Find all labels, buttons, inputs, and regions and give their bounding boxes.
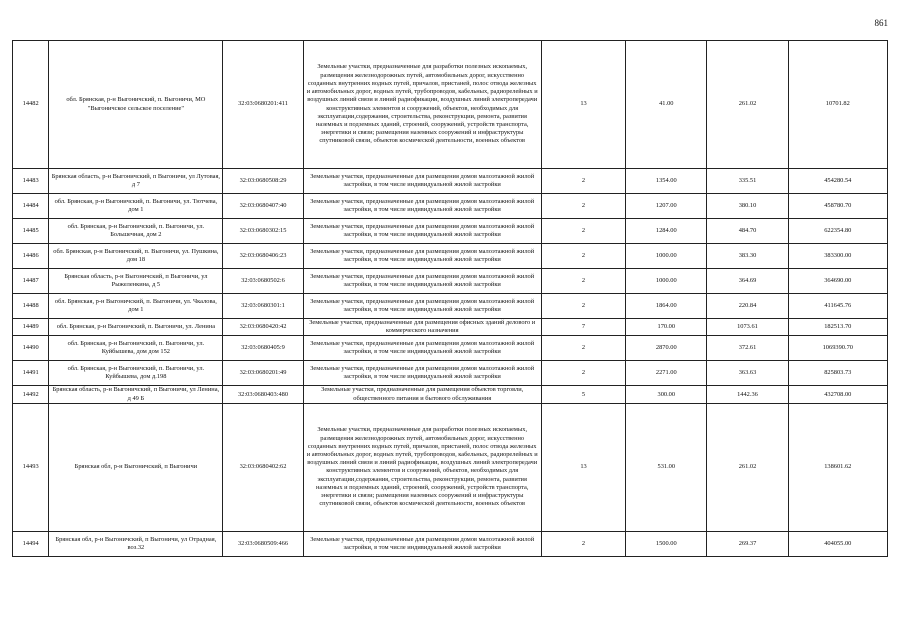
- cadastral-value-cell: 622354.80: [788, 219, 887, 244]
- cadastral-value-cell: 364690.00: [788, 269, 887, 294]
- land-use-cell: Земельные участки, предназначенные для размещения домов малоэтажной жилой застройки, в том числе индивидуальной жилой застройки: [303, 336, 541, 361]
- table-row: [13, 386, 888, 403]
- page-number: 861: [874, 18, 888, 28]
- address-cell: обл. Брянская, р-н Выгоничский, п. Выгоничи, ул. Пушкина, дом 18: [49, 244, 223, 269]
- cadastral-number-cell: 32:03:0680201:411: [223, 41, 303, 169]
- row-number-cell: 14482: [13, 41, 49, 169]
- table-row: [13, 41, 888, 169]
- row-number-cell: 14492: [13, 386, 49, 403]
- area-cell: 1500.00: [626, 531, 707, 556]
- specific-value-cell: 220.84: [707, 294, 788, 319]
- table-row: [13, 269, 888, 294]
- address-cell: обл. Брянская, р-н Выгоничский, п. Выгоничи, ул. Куйбышева, дом дом 152: [49, 336, 223, 361]
- use-group-code-cell: 2: [541, 336, 625, 361]
- use-group-code-cell: 2: [541, 269, 625, 294]
- cadastral-value-cell: 383300.00: [788, 244, 887, 269]
- row-number-cell: 14494: [13, 531, 49, 556]
- table-row: [13, 294, 888, 319]
- land-use-cell: Земельные участки, предназначенные для размещения офисных зданий делового и коммерческого назначения: [303, 319, 541, 336]
- use-group-code-cell: 13: [541, 403, 625, 531]
- specific-value-cell: 484.70: [707, 219, 788, 244]
- area-cell: 300.00: [626, 386, 707, 403]
- land-use-cell: Земельные участки, предназначенные для размещения домов малоэтажной жилой застройки, в том числе индивидуальной жилой застройки: [303, 194, 541, 219]
- address-cell: Брянская область, р-н Выгоничский, п Выгоничи, ул Ленина, д 49 Б: [49, 386, 223, 403]
- row-number-cell: 14491: [13, 361, 49, 386]
- specific-value-cell: 269.37: [707, 531, 788, 556]
- cadastral-value-cell: 138601.62: [788, 403, 887, 531]
- use-group-code-cell: 7: [541, 319, 625, 336]
- use-group-code-cell: 2: [541, 294, 625, 319]
- address-cell: Брянская область, р-н Выгоничский, п Выгоничи, ул Лутовая, д 7: [49, 169, 223, 194]
- cadastral-value-cell: 458780.70: [788, 194, 887, 219]
- land-use-cell: Земельные участки, предназначенные для размещения домов малоэтажной жилой застройки, в том числе индивидуальной жилой застройки: [303, 219, 541, 244]
- use-group-code-cell: 5: [541, 386, 625, 403]
- specific-value-cell: 380.10: [707, 194, 788, 219]
- cadastral-number-cell: 32:03:0680302:15: [223, 219, 303, 244]
- row-number-cell: 14483: [13, 169, 49, 194]
- use-group-code-cell: 2: [541, 361, 625, 386]
- row-number-cell: 14487: [13, 269, 49, 294]
- row-number-cell: 14486: [13, 244, 49, 269]
- cadastral-value-cell: 182513.70: [788, 319, 887, 336]
- use-group-code-cell: 2: [541, 219, 625, 244]
- area-cell: 2870.00: [626, 336, 707, 361]
- address-cell: Брянская обл, р-н Выгоничский, п Выгоничи: [49, 403, 223, 531]
- cadastral-value-cell: 825803.73: [788, 361, 887, 386]
- table-row: [13, 194, 888, 219]
- specific-value-cell: 364.69: [707, 269, 788, 294]
- row-number-cell: 14485: [13, 219, 49, 244]
- area-cell: 1000.00: [626, 244, 707, 269]
- area-cell: 2271.00: [626, 361, 707, 386]
- cadastral-number-cell: 32:03:0680406:23: [223, 244, 303, 269]
- land-use-cell: Земельные участки, предназначенные для разработки полезных ископаемых, размещения железнодорожных путей, автомобильных дорог, искусственно созданных внутренних водных путей, причалов, пристаней, полос отвода железных и автомобильных дорог, водных путей, трубопроводов, кабельных, радиорелейных и воздушных линий связи и линий радиофикации, воздушных линий электропередачи конструктивных элементов и сооружений, объектов, необходимых для эксплуатации,содержания, строительства, реконструкции, ремонта, развития наземных и подземных зданий, строений, сооружений, устройств транспорта, энергетики и связи; размещения наземных сооружений и инфраструктуры спутниковой связи, объектов космической деятельности, военных объектов: [303, 403, 541, 531]
- row-number-cell: 14484: [13, 194, 49, 219]
- address-cell: обл. Брянская, р-н Выгоничский, п. Выгоничи, ул. Чкалова, дом 1: [49, 294, 223, 319]
- cadastral-number-cell: 32:03:0680407:40: [223, 194, 303, 219]
- cadastral-number-cell: 32:03:0680508:29: [223, 169, 303, 194]
- cadastral-number-cell: 32:03:0680403:480: [223, 386, 303, 403]
- cadastral-value-table: [12, 40, 888, 557]
- land-use-cell: Земельные участки, предназначенные для размещения домов малоэтажной жилой застройки, в том числе индивидуальной жилой застройки: [303, 361, 541, 386]
- use-group-code-cell: 2: [541, 531, 625, 556]
- specific-value-cell: 1442.36: [707, 386, 788, 403]
- address-cell: обл. Брянская, р-н Выгоничский, п. Выгоничи, ул. Ленина: [49, 319, 223, 336]
- specific-value-cell: 372.61: [707, 336, 788, 361]
- area-cell: 1000.00: [626, 269, 707, 294]
- cadastral-value-cell: 411645.76: [788, 294, 887, 319]
- specific-value-cell: 383.30: [707, 244, 788, 269]
- cadastral-value-cell: 10701.82: [788, 41, 887, 169]
- cadastral-value-cell: 432708.00: [788, 386, 887, 403]
- address-cell: обл. Брянская, р-н Выгоничский, п. Выгоничи, МО "Выгоничское сельское поселение": [49, 41, 223, 169]
- land-use-cell: Земельные участки, предназначенные для размещения домов малоэтажной жилой застройки, в том числе индивидуальной жилой застройки: [303, 244, 541, 269]
- cadastral-number-cell: 32:03:0680402:62: [223, 403, 303, 531]
- cadastral-number-cell: 32:03:0680420:42: [223, 319, 303, 336]
- area-cell: 1284.00: [626, 219, 707, 244]
- land-use-cell: Земельные участки, предназначенные для размещения домов малоэтажной жилой застройки, в том числе индивидуальной жилой застройки: [303, 531, 541, 556]
- cadastral-number-cell: 32:03:0680301:1: [223, 294, 303, 319]
- address-cell: обл. Брянская, р-н Выгоничский, п. Выгоничи, ул. Куйбышева, дом д.198: [49, 361, 223, 386]
- land-use-cell: Земельные участки, предназначенные для размещения домов малоэтажной жилой застройки, в том числе индивидуальной жилой застройки: [303, 169, 541, 194]
- cadastral-value-cell: 404055.00: [788, 531, 887, 556]
- cadastral-number-cell: 32:03:0680201:49: [223, 361, 303, 386]
- specific-value-cell: 1073.61: [707, 319, 788, 336]
- address-cell: обл. Брянская, р-н Выгоничский, п. Выгоничи, ул. Тютчева, дом 1: [49, 194, 223, 219]
- row-number-cell: 14488: [13, 294, 49, 319]
- specific-value-cell: 261.02: [707, 41, 788, 169]
- cadastral-number-cell: 32:03:0680509:466: [223, 531, 303, 556]
- table-row: [13, 336, 888, 361]
- row-number-cell: 14490: [13, 336, 49, 361]
- area-cell: 531.00: [626, 403, 707, 531]
- use-group-code-cell: 13: [541, 41, 625, 169]
- cadastral-value-cell: 454280.54: [788, 169, 887, 194]
- specific-value-cell: 363.63: [707, 361, 788, 386]
- table-body: [13, 41, 888, 557]
- table-row: [13, 361, 888, 386]
- area-cell: 41.00: [626, 41, 707, 169]
- table-row: [13, 319, 888, 336]
- specific-value-cell: 335.51: [707, 169, 788, 194]
- land-use-cell: Земельные участки, предназначенные для размещения домов малоэтажной жилой застройки, в том числе индивидуальной жилой застройки: [303, 269, 541, 294]
- specific-value-cell: 261.02: [707, 403, 788, 531]
- land-use-cell: Земельные участки, предназначенные для размещения объектов торговли, общественного питания и бытового обслуживания: [303, 386, 541, 403]
- table-row: [13, 244, 888, 269]
- area-cell: 170.00: [626, 319, 707, 336]
- address-cell: обл. Брянская, р-н Выгоничский, п. Выгоничи, ул. Большечная, дом 2: [49, 219, 223, 244]
- use-group-code-cell: 2: [541, 194, 625, 219]
- use-group-code-cell: 2: [541, 169, 625, 194]
- area-cell: 1207.00: [626, 194, 707, 219]
- table-row: [13, 403, 888, 531]
- land-use-cell: Земельные участки, предназначенные для размещения домов малоэтажной жилой застройки, в том числе индивидуальной жилой застройки: [303, 294, 541, 319]
- cadastral-number-cell: 32:03:0680405:9: [223, 336, 303, 361]
- table-row: [13, 219, 888, 244]
- land-use-cell: Земельные участки, предназначенные для разработки полезных ископаемых, размещения железнодорожных путей, автомобильных дорог, искусственно созданных внутренних водных путей, причалов, пристаней, полос отвода железных и автомобильных дорог, водных путей, трубопроводов, кабельных, радиорелейных и воздушных линий связи и линий радиофикации, воздушных линий электропередачи конструктивных элементов и сооружений, объектов, необходимых для эксплуатации,содержания, строительства, реконструкции, ремонта, развития наземных и подземных зданий, строений, сооружений, устройств транспорта, энергетики и связи; размещения наземных сооружений и инфраструктуры спутниковой связи, объектов космической деятельности, военных объектов: [303, 41, 541, 169]
- row-number-cell: 14493: [13, 403, 49, 531]
- address-cell: Брянская область, р-н Выгоничский, п Выгоничи, ул Рыжеленкина, д 5: [49, 269, 223, 294]
- address-cell: Брянская обл, р-н Выгоничский, п Выгоничи, ул Отрадная, воз.32: [49, 531, 223, 556]
- table-row: [13, 531, 888, 556]
- cadastral-value-cell: 1069390.70: [788, 336, 887, 361]
- area-cell: 1354.00: [626, 169, 707, 194]
- use-group-code-cell: 2: [541, 244, 625, 269]
- table-row: [13, 169, 888, 194]
- row-number-cell: 14489: [13, 319, 49, 336]
- area-cell: 1864.00: [626, 294, 707, 319]
- cadastral-number-cell: 32:03:0680502:6: [223, 269, 303, 294]
